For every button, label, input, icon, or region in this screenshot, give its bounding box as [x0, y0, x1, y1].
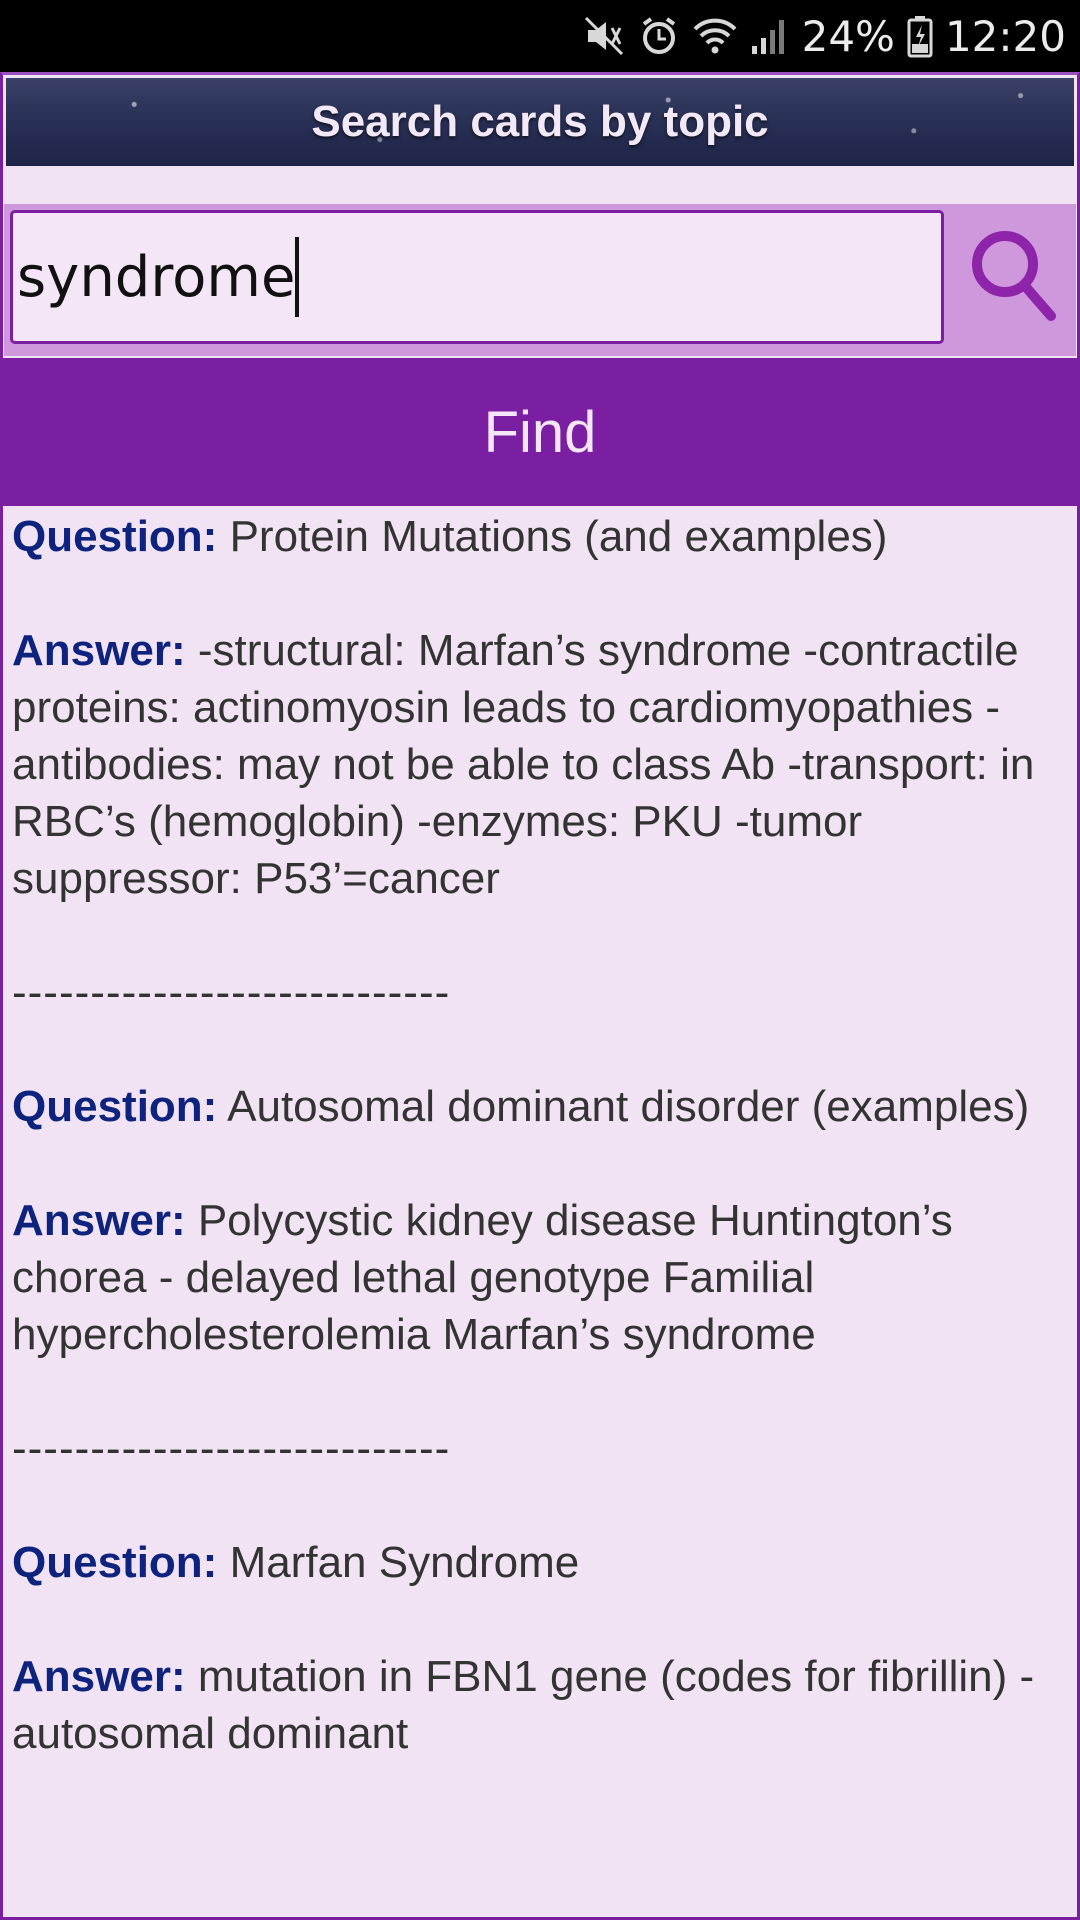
answer-value: Polycystic kidney disease Huntington’s chorea - delayed lethal genotype Familial hypercholesterolemia Marfan’s syndrome: [12, 1196, 953, 1359]
status-bar: [0, 0, 1080, 72]
answer-label: Answer:: [12, 1652, 186, 1701]
search-input[interactable]: [10, 210, 944, 344]
question-value: Protein Mutations (and examples): [229, 512, 888, 561]
search-input-value: syndrome: [17, 244, 296, 310]
results-list: [12, 508, 1062, 1762]
battery-percent: 24%: [801, 11, 895, 61]
result-card: [12, 1078, 1062, 1363]
answer-text: [12, 1648, 1062, 1762]
question-value: Autosomal dominant disorder (examples): [227, 1082, 1030, 1131]
answer-text: [12, 1192, 1062, 1363]
answer-label: Answer:: [12, 1196, 186, 1245]
divider: ----------------------------: [12, 1424, 451, 1473]
search-button[interactable]: [956, 216, 1070, 344]
search-icon: [967, 226, 1059, 335]
result-card: [12, 508, 1062, 907]
answer-value: mutation in FBN1 gene (codes for fibrillin) -autosomal dominant: [12, 1652, 1035, 1758]
question-label: Question:: [12, 512, 218, 561]
battery-icon: [907, 14, 933, 58]
signal-icon: [750, 16, 790, 56]
question-text: [12, 1534, 1062, 1591]
answer-label: Answer:: [12, 626, 186, 675]
result-card: [12, 1534, 1062, 1762]
text-cursor: [295, 237, 299, 317]
title-bar: [6, 78, 1074, 166]
question-label: Question:: [12, 1082, 218, 1131]
answer-text: [12, 622, 1062, 907]
mute-icon: [582, 14, 626, 58]
question-text: [12, 1078, 1062, 1135]
divider: ----------------------------: [12, 968, 451, 1017]
clock: 12:20: [944, 11, 1066, 61]
wifi-icon: [692, 15, 738, 57]
question-text: [12, 508, 1062, 565]
alarm-icon: [638, 15, 680, 57]
question-label: Question:: [12, 1538, 218, 1587]
page-title: Search cards by topic: [311, 97, 769, 146]
find-button-label: Find: [483, 399, 597, 465]
search-row: [4, 204, 1076, 356]
find-button[interactable]: [0, 358, 1080, 506]
question-value: Marfan Syndrome: [229, 1538, 580, 1587]
answer-value: -structural: Marfan’s syndrome -contractile proteins: actinomyosin leads to cardiomyopathies -antibodies: may not be able to class Ab -transport: in RBC’s (hemoglobin) -enzymes: PKU -tumor suppressor: P53’=cancer: [12, 626, 1035, 903]
